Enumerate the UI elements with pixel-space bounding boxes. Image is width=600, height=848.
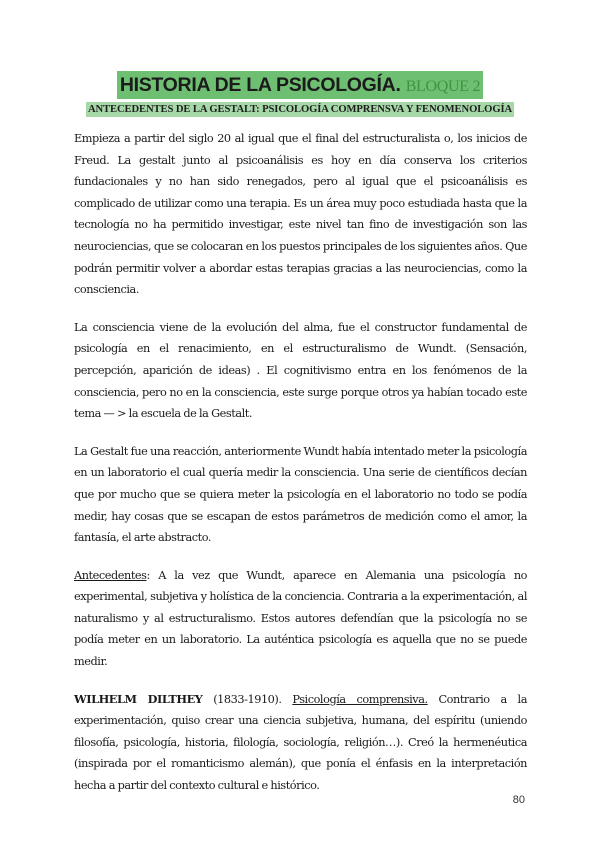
paragraph-3: La Gestalt fue una reacción, anteriormente Wundt había intentado meter la psicología en un laboratorio el cual quería medir la consciencia. Una serie de científicos decían que por mucho que se quiera meter la psicología en el laboratorio no todo se podía medir, hay cosas que se escapan de estos parámetros de medición como el amor, la fantasía, el arte abstracto. xyxy=(74,444,527,545)
paragraph-5-text: Contrario a la experimentación, quiso crear una ciencia subjetiva, humana, del espíritu (uniendo filosofía, psicología, historia, filología, sociología, religión…). Creó la hermenéutica (inspirada por el romanticismo alemán), que ponía el énfasis en la interpretación hecha a partir del contexto cultural e histórico. xyxy=(74,692,528,793)
page-title xyxy=(117,71,483,99)
author-name: WILHELM DILTHEY xyxy=(74,691,203,706)
paragraph-1: Empieza a partir del siglo 20 al igual que el final del estructuralista o, los inicios de Freud. La gestalt junto al psicoanálisis es hoy en día conserva los criterios fundacionales y no han sido renegados, pero al igual que el psicoanálisis es complicado de utilizar como una terapia. Es un área muy poco estudiada hasta que la tecnología no ha permitido investigar, este nivel tan fino de investigación son las neurociencias, que se colocaran en los puestos principales de los siguientes años. Que podrán permitir volver a abordar estas terapias gracias a las neurociencias, como la consciencia. xyxy=(74,132,527,297)
page-number: 80 xyxy=(512,794,525,806)
document-body xyxy=(74,128,527,813)
term-comprensiva: Psicología comprensiva. xyxy=(292,692,428,706)
paragraph-5 xyxy=(74,689,527,797)
paragraph-4 xyxy=(74,565,527,673)
subtitle-row xyxy=(0,97,600,117)
author-years: (1833-1910). xyxy=(202,692,293,706)
title-row xyxy=(0,71,600,99)
paragraph-4-text: : A la vez que Wundt, aparece en Alemania una psicología no experimental, subjetiva y holística de la conciencia. Contraria a la experimentación, al naturalismo y al estructuralismo. Estos autores defendían que la psicología no se podía meter en un laboratorio. La auténtica psicología es aquella que no se puede medir. xyxy=(74,568,527,669)
title-text: HISTORIA DE LA PSICOLOGÍA. xyxy=(119,74,401,96)
antecedentes-label: Antecedentes xyxy=(74,568,147,582)
section-subtitle: ANTECEDENTES DE LA GESTALT: PSICOLOGÍA COMPRENSVA Y FENOMENOLOGÍA xyxy=(87,104,513,115)
paragraph-2: La consciencia viene de la evolución del alma, fue el constructor fundamental de psicología en el renacimiento, en el estructuralismo de Wundt. (Sensación, percepción, aparición de ideas) . El cognitivismo entra en los fenómenos de la consciencia, pero no en la consciencia, este surge porque otros ya habían tocado este tema — > la escuela de la Gestalt. xyxy=(74,320,527,421)
bloque-label: BLOQUE 2 xyxy=(405,78,481,95)
